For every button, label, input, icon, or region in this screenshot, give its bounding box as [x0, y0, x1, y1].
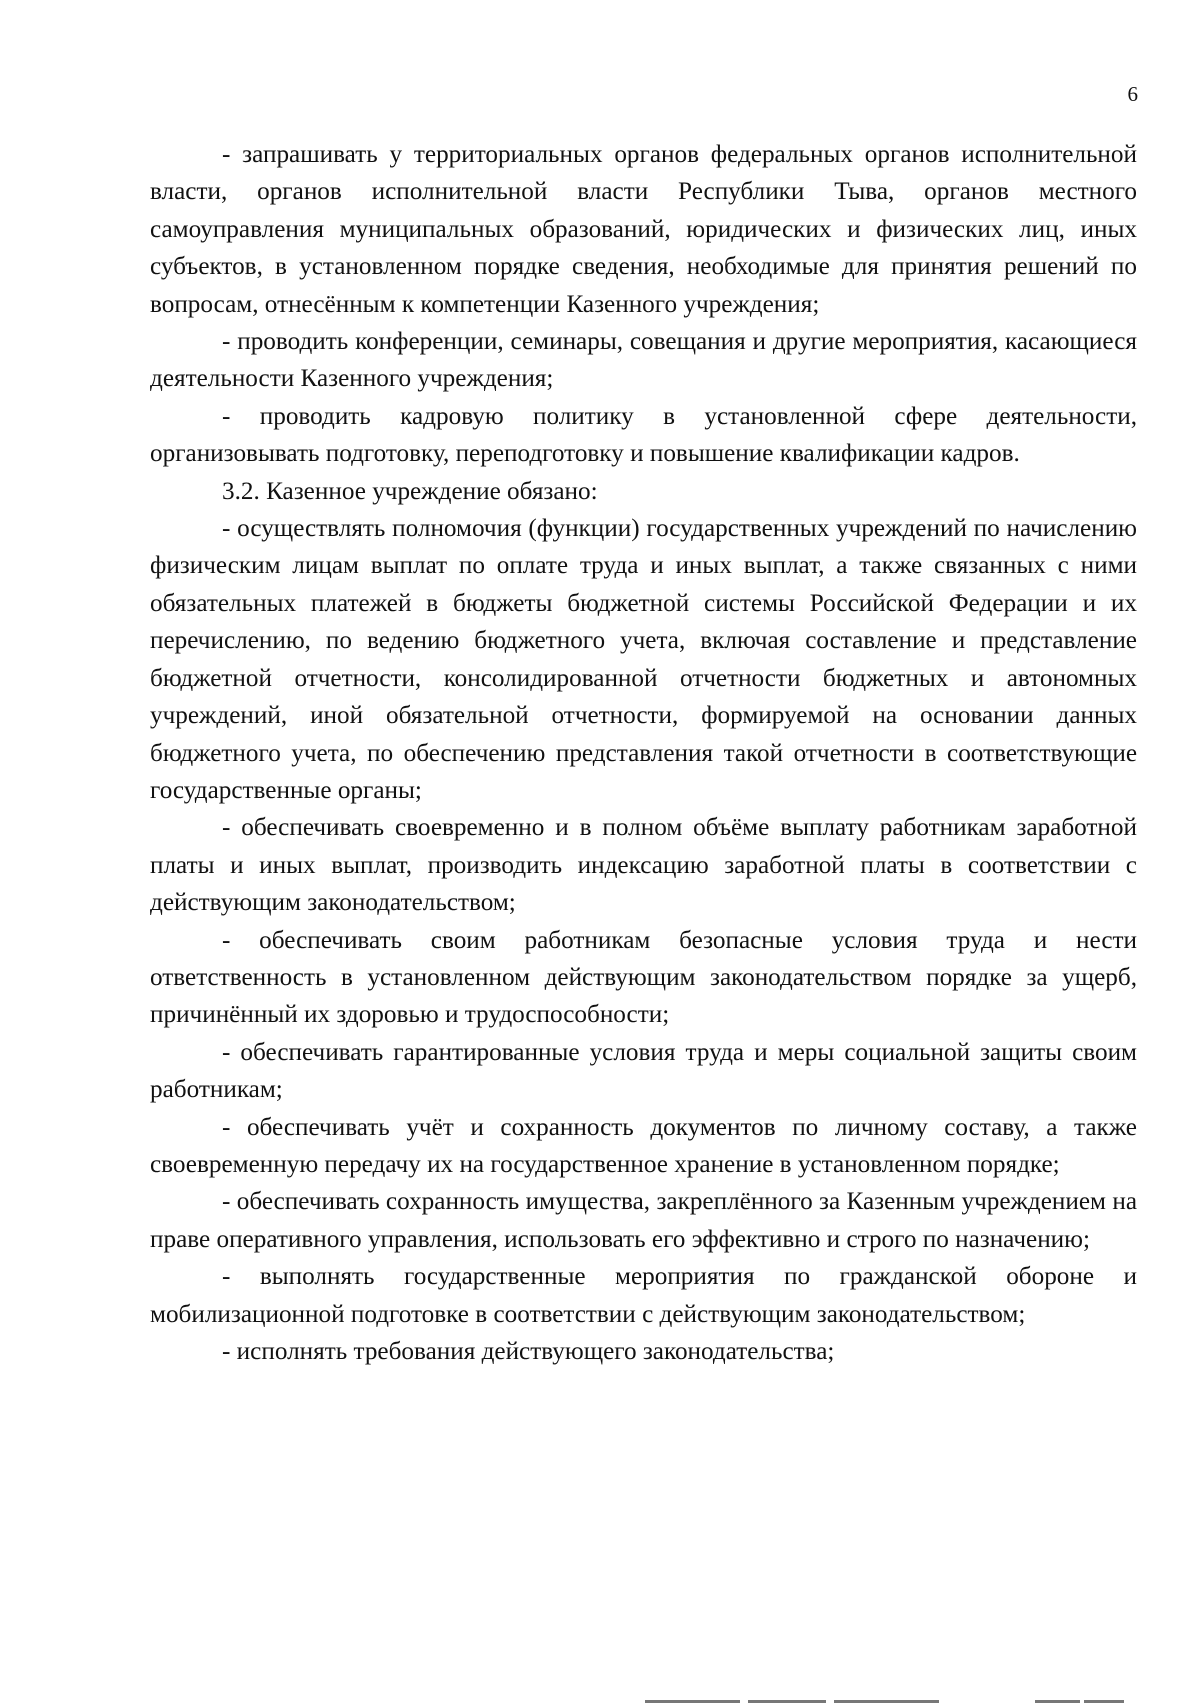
paragraph-request-information: - запрашивать у территориальных органов федеральных органов исполнительной власти, органов исполнительной власти Республики Тыва, органов местного самоуправления муниципальных образований, юридических и физических лиц, иных субъектов, в установленном порядке сведения, необходимые для принятия решений по вопросам, отнесённым к компетенции Казенного учреждения; [150, 141, 1137, 318]
paragraph-civil-defense: - выполнять государственные мероприятия по гражданской обороне и мобилизационной подготовке в соответствии с действующим законодательством; [150, 1263, 1137, 1328]
scan-mark [1084, 1700, 1124, 1703]
paragraph-salary-payment: - обеспечивать своевременно и в полном объёме выплату работникам заработной платы и иных выплат, производить индексацию заработной платы в соответствии с действующим законодательством; [150, 814, 1137, 917]
scan-mark [748, 1700, 826, 1703]
paragraph-personnel-documents: - обеспечивать учёт и сохранность документов по личному составу, а также своевременную передачу их на государственное хранение в установленном порядке; [150, 1113, 1137, 1178]
scan-mark [1035, 1700, 1080, 1703]
document-body [150, 136, 1137, 1370]
paragraph-safe-conditions: - обеспечивать своим работникам безопасные условия труда и нести ответственность в установленном действующим законодательством порядке за ущерб, причинённый их здоровью и трудоспособности; [150, 926, 1137, 1029]
paragraph-personnel-policy: - проводить кадровую политику в установленной сфере деятельности, организовывать подготовку, переподготовку и повышение квалификации кадров. [150, 402, 1137, 468]
section-heading-3-2: 3.2. Казенное учреждение обязано: [222, 477, 598, 505]
paragraph-social-protection: - обеспечивать гарантированные условия труда и меры социальной защиты своим работникам; [150, 1038, 1137, 1104]
scan-footer-marks [0, 1696, 1200, 1708]
scan-mark [645, 1700, 740, 1703]
scan-mark [834, 1700, 939, 1703]
paragraph-property-safety: - обеспечивать сохранность имущества, закреплённого за Казенным учреждением на праве оперативного управления, использовать его эффективно и строго по назначению; [150, 1188, 1137, 1253]
paragraph-accounting-functions: - осуществлять полномочия (функции) государственных учреждений по начислению физическим лицам выплат по оплате труда и иных выплат, а также связанных с ними обязательных платежей в бюджеты бюджетной системы Российской Федерации и их перечислению, по ведению бюджетного учета, включая составление и представление бюджетной отчетности, консолидированной отчетности бюджетных и автономных учреждений, иной обязательной отчетности, формируемой на основании данных бюджетного учета, по обеспечению представления такой отчетности в соответствующие государственные органы; [150, 515, 1137, 804]
paragraph-comply-legislation: - исполнять требования действующего законодательства; [222, 1338, 835, 1365]
paragraph-conferences: - проводить конференции, семинары, совещания и другие мероприятия, касающиеся деятельности Казенного учреждения; [150, 328, 1137, 393]
page-number: 6 [1127, 82, 1138, 106]
